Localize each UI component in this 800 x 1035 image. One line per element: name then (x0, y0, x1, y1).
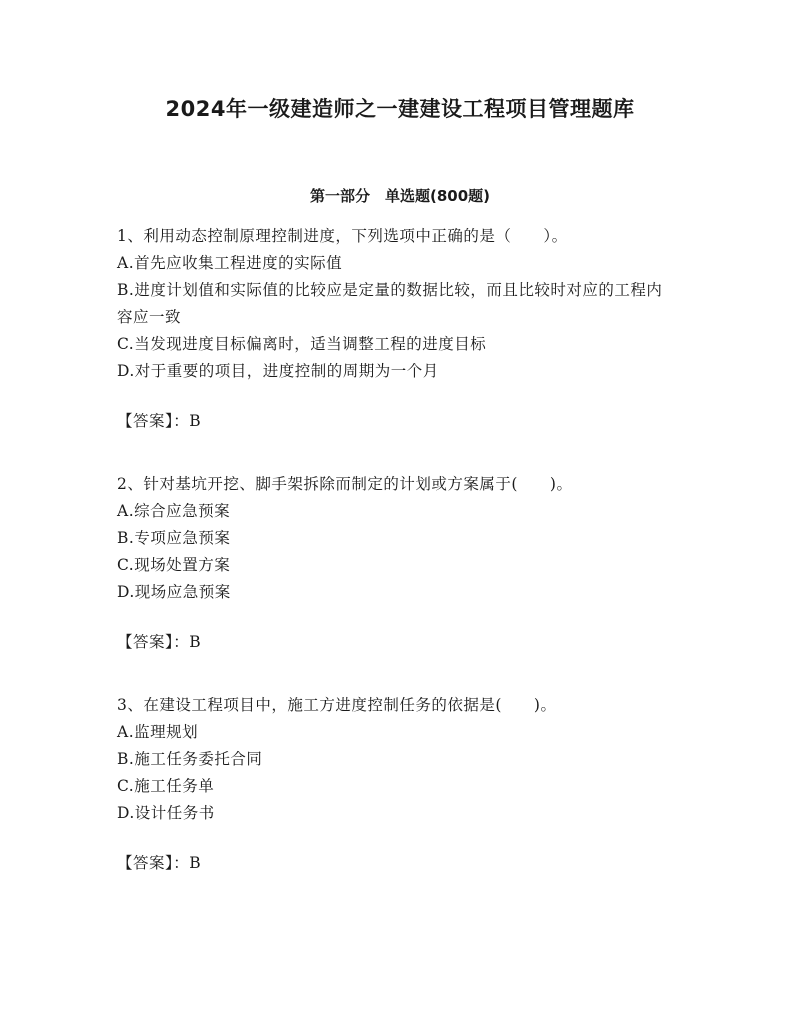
question-2 (117, 471, 677, 656)
option-c: C.当发现进度目标偏离时，适当调整工程的进度目标 (117, 335, 487, 353)
option-b: B.专项应急预案 (117, 529, 231, 547)
section-heading: 第一部分 单选题(800题) (309, 187, 491, 205)
spacer (117, 435, 677, 471)
question-list (117, 223, 677, 877)
question-stem: 1、利用动态控制原理控制进度，下列选项中正确的是（ ）。 (117, 227, 568, 245)
document-title: 2024年一级建造师之一建建设工程项目管理题库 (165, 97, 635, 121)
option-a: A.综合应急预案 (117, 502, 231, 520)
question-stem: 3、在建设工程项目中，施工方进度控制任务的依据是( )。 (117, 696, 557, 714)
spacer (117, 656, 677, 692)
answer-label: 【答案】：B (117, 633, 202, 651)
option-c: C.施工任务单 (117, 777, 215, 795)
question-3 (117, 692, 677, 877)
answer-label: 【答案】：B (117, 854, 202, 872)
option-b: B.施工任务委托合同 (117, 750, 263, 768)
option-d: D.现场应急预案 (117, 583, 231, 601)
question-stem: 2、针对基坑开挖、脚手架拆除而制定的计划或方案属于( )。 (117, 475, 573, 493)
option-a: A.首先应收集工程进度的实际值 (117, 254, 343, 272)
question-1 (117, 223, 677, 435)
option-b: B.进度计划值和实际值的比较应是定量的数据比较，而且比较时对应的工程内容应一致 (117, 281, 663, 326)
option-a: A.监理规划 (117, 723, 199, 741)
answer-label: 【答案】：B (117, 412, 202, 430)
option-c: C.现场处置方案 (117, 556, 231, 574)
option-d: D.设计任务书 (117, 804, 215, 822)
option-d: D.对于重要的项目，进度控制的周期为一个月 (117, 362, 439, 380)
